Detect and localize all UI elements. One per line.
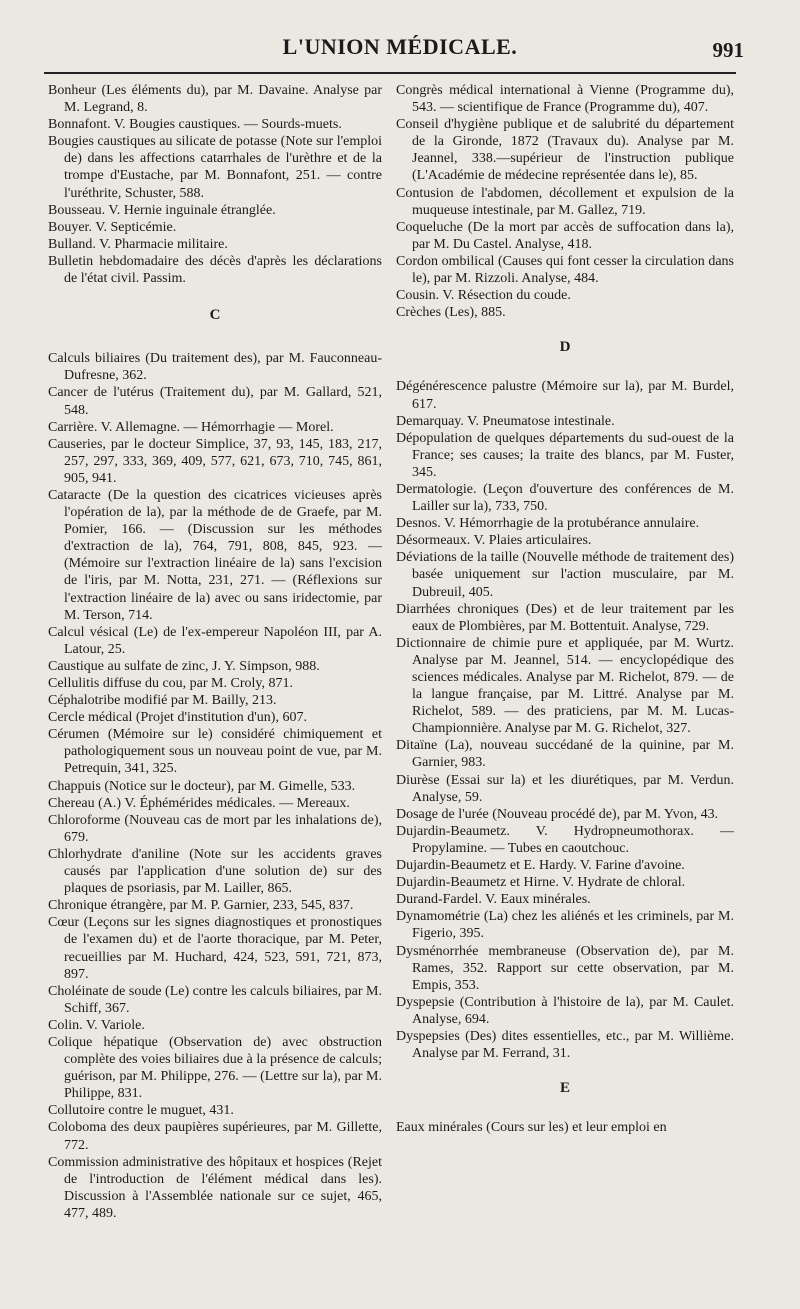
index-entry: Dujardin-Beaumetz et Hirne. V. Hydrate de chloral. [396, 875, 686, 891]
right-column [396, 82, 734, 1136]
index-entry: Dyspepsie (Contribution à l'histoire de la), par M. Caulet. Analyse, 694. [396, 994, 734, 1027]
c-entries [48, 350, 382, 1222]
index-entry: Colin. V. Variole. [48, 1017, 145, 1033]
index-entry: Contusion de l'abdomen, décollement et expulsion de la muqueuse intestinale, par M. Gallez, 719. [396, 185, 734, 218]
index-entry: Causeries, par le docteur Simplice, 37, 93, 145, 183, 217, 257, 297, 333, 369, 409, 577, 621, 673, 710, 745, 861, 905, 941. [48, 436, 382, 486]
index-entry: Cœur (Leçons sur les signes diagnostiques et pronostiques de l'examen du) et de l'aorte thoracique, par M. Peter, recueillies par M. Huchard, 424, 523, 591, 721, 873, 897. [48, 915, 382, 982]
index-entry: Choléinate de soude (Le) contre les calculs biliaires, par M. Schiff, 367. [48, 983, 382, 1016]
index-entry: Chloroforme (Nouveau cas de mort par les inhalations de), 679. [48, 812, 382, 845]
index-entry: Dysménorrhée membraneuse (Observation de), par M. Rames, 352. Rapport sur cette observation, par M. Empis, 353. [396, 943, 734, 993]
left-column [48, 82, 382, 1222]
index-entry: Chereau (A.) V. Éphémérides médicales. — Mereaux. [48, 795, 350, 811]
index-entry: Cercle médical (Projet d'institution d'un), 607. [48, 710, 307, 726]
index-entry: Dujardin-Beaumetz et E. Hardy. V. Farine d'avoine. [396, 858, 685, 874]
index-entry: Diarrhées chroniques (Des) et de leur traitement par les eaux de Plombières, par M. Bottentuit. Analyse, 729. [396, 601, 734, 634]
index-entry: Calcul vésical (Le) de l'ex-empereur Napoléon III, par A. Latour, 25. [48, 624, 382, 657]
index-entry: Bousseau. V. Hernie inguinale étranglée. [48, 202, 276, 218]
index-entry: Chappuis (Notice sur le docteur), par M. Gimelle, 533. [48, 778, 356, 794]
index-entry: Cérumen (Mémoire sur le) considéré chimiquement et pathologiquement sous un nouveau point de vue, par M. Petrequin, 341, 325. [48, 727, 382, 777]
index-entry: Cellulitis diffuse du cou, par M. Croly, 871. [48, 676, 293, 691]
index-entry: Caustique au sulfate de zinc, J. Y. Simpson, 988. [48, 658, 320, 674]
running-title: L'UNION MÉDICALE. [282, 34, 518, 59]
index-entry: Carrière. V. Allemagne. — Hémorrhagie — Morel. [48, 419, 334, 435]
page-header [0, 0, 800, 74]
index-entry: Bouyer. V. Septicémie. [48, 219, 177, 235]
index-entry: Crèches (Les), 885. [396, 305, 506, 321]
index-entry: Cousin. V. Résection du coude. [396, 288, 571, 304]
e-entries [396, 1119, 734, 1136]
index-entry: Collutoire contre le muguet, 431. [48, 1103, 234, 1119]
index-entry: Calculs biliaires (Du traitement des), par M. Fauconneau-Dufresne, 362. [48, 351, 382, 384]
index-entry: Demarquay. V. Pneumatose intestinale. [396, 413, 615, 429]
index-entry: Chlorhydrate d'aniline (Note sur les accidents graves causés par l'application d'une solution de) sur des plaques de psoriasis, par M. Lailler, 865. [48, 846, 382, 897]
header-rule [44, 72, 736, 74]
index-entry: Chronique étrangère, par M. P. Garnier, 233, 545, 837. [48, 898, 354, 914]
index-entry: Ditaïne (La), nouveau succédané de la quinine, par M. Garnier, 983. [396, 738, 734, 771]
index-entry: Bonheur (Les éléments du), par M. Davaine. Analyse par M. Legrand, 8. [48, 83, 382, 116]
index-entry: Durand-Fardel. V. Eaux minérales. [396, 892, 591, 908]
index-entry: Céphalotribe modifié par M. Bailly, 213. [48, 693, 277, 709]
index-entry: Déviations de la taille (Nouvelle méthode de traitement des) basée uniquement sur l'action musculaire, par M. Dubreuil, 405. [396, 550, 734, 600]
index-entry: Conseil d'hygiène publique et de salubrité du département de la Gironde, 1872 (Travaux du). Analyse par M. Jeannel, 338.—supérieur de l'instruction publique (L'Académie de médecine représentée dans le), 85. [396, 117, 734, 184]
section-letter-d: D [559, 339, 571, 356]
section-letter-c: C [209, 307, 221, 324]
index-entry: Diurèse (Essai sur la) et les diurétiques, par M. Verdun. Analyse, 59. [396, 772, 734, 805]
index-entry: Cordon ombilical (Causes qui font cesser la circulation dans le), par M. Rizzoli. Analyse, 484. [396, 253, 734, 287]
page-number: 991 [712, 38, 744, 62]
section-letter-e: E [559, 1080, 570, 1097]
index-entry: Bonnafont. V. Bougies caustiques. — Sourds-muets. [48, 117, 342, 133]
index-entry: Bougies caustiques au silicate de potasse (Note sur l'emploi de) dans les affections catarrhales de l'urèthre et de la trompe d'Eustache, par M. Bonnafont, 251. — contre l'uréthrite, Schuster, 588. [48, 134, 382, 201]
index-entry: Dyspepsies (Des) dites essentielles, etc., par M. Willième. Analyse par M. Ferrand, 31. [396, 1028, 734, 1062]
b-entries [48, 82, 382, 287]
index-entry: Cancer de l'utérus (Traitement du), par M. Gallard, 521, 548. [48, 385, 382, 418]
index-entry: Bulletin hebdomadaire des décès d'après les déclarations de l'état civil. Passim. [48, 253, 382, 287]
index-entry: Dépopulation de quelques départements du sud-ouest de la France; ses causes; la traite des blancs, par M. Fuster, 345. [396, 430, 734, 480]
index-entry: Congrès médical international à Vienne (Programme du), 543. — scientifique de France (Programme du), 407. [396, 83, 734, 116]
index-entry: Dermatologie. (Leçon d'ouverture des conférences de M. Lailler sur la), 733, 750. [396, 481, 734, 515]
index-entry: Eaux minérales (Cours sur les) et leur emploi en [396, 1120, 667, 1136]
index-entry: Bulland. V. Pharmacie militaire. [48, 236, 228, 252]
index-entry: Dégénérescence palustre (Mémoire sur la), par M. Burdel, 617. [396, 379, 734, 412]
index-entry: Commission administrative des hôpitaux et hospices (Rejet de l'introduction de l'élément médical dans les). Discussion à l'Assemblée nationale sur ce sujet, 465, 477, 489. [48, 1154, 382, 1221]
index-entry: Coloboma des deux paupières supérieures, par M. Gillette, 772. [48, 1120, 382, 1153]
index-entry: Cataracte (De la question des cicatrices vicieuses après l'opération de la), par la méthode de de Graefe, par M. Pomier, 166. — (Discussion sur les méthodes d'extraction de la), 764, 791, 808, 845, 923. — (Mémoire sur l'extraction linéaire de la) sans l'excision de l'iris, par M. Notta, 231, 271. — (Réflexions sur l'extraction linéaire de la) avec ou sans iridectomie, par M. Terson, 714. [48, 487, 382, 623]
index-entry: Dosage de l'urée (Nouveau procédé de), par M. Yvon, 43. [396, 806, 719, 822]
index-entry: Desnos. V. Hémorrhagie de la protubérance annulaire. [396, 516, 700, 532]
d-entries [396, 378, 734, 1062]
index-entry: Désormeaux. V. Plaies articulaires. [396, 533, 592, 549]
index-entry: Colique hépatique (Observation de) avec obstruction complète des voies biliaires due à la présence de calculs; guérison, par M. Philippe, 276. — (Lettre sur la), par M. Philippe, 831. [48, 1034, 382, 1102]
index-entry: Dictionnaire de chimie pure et appliquée, par M. Wurtz. Analyse par M. Jeannel, 514. — encyclopédique des sciences médicales. Analyse par M. Richelot, 879. — de la langue française, par M. Littré. Analyse par M. Richelot, 589. — des praticiens, par M. M. Lucas-Championnière. Analyse par M. G. Richelot, 327. [396, 635, 734, 737]
index-entry: Dynamométrie (La) chez les aliénés et les criminels, par M. Figerio, 395. [396, 909, 734, 942]
index-entry: Dujardin-Beaumetz. V. Hydropneumothorax. —Propylamine. — Tubes en caoutchouc. [396, 823, 734, 856]
index-entry: Coqueluche (De la mort par accès de suffocation dans la), par M. Du Castel. Analyse, 418. [396, 219, 734, 252]
c-entries-continued [396, 82, 734, 321]
